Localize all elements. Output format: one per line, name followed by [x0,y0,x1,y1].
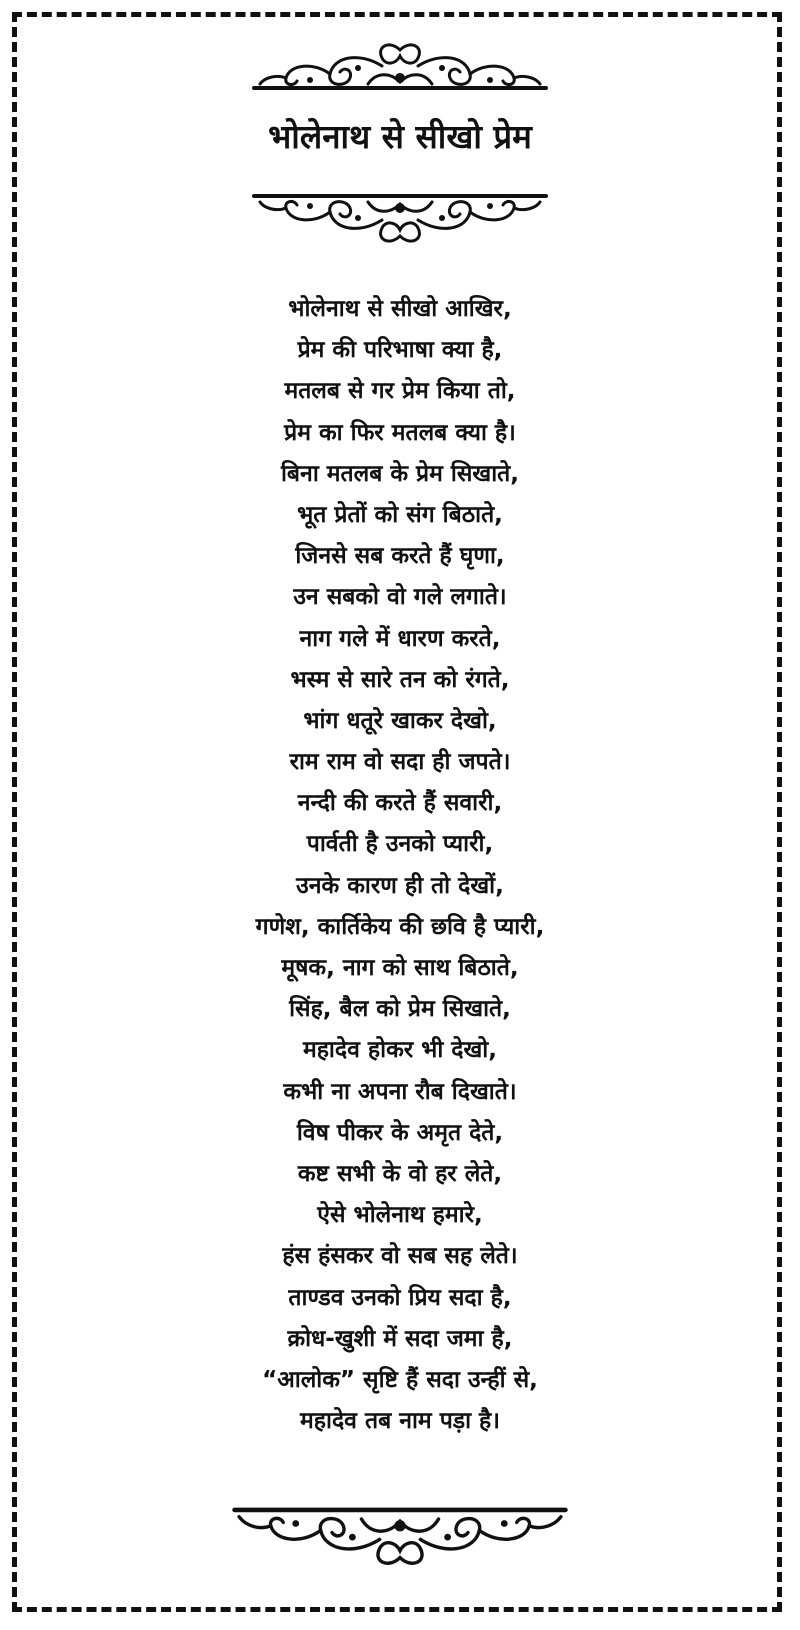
poem-line: हंस हंसकर वो सब सह लेते। [282,1243,518,1270]
poem-line: क्रोध-खुशी में सदा जमा है, [287,1325,513,1352]
poem-line: राम राम वो सदा ही जपते। [289,749,511,776]
poem-line: ऐसे भोलेनाथ हमारे, [317,1202,483,1229]
poem-line: जिनसे सब करते हैं घृणा, [295,543,505,570]
poem-line: उन सबको वो गले लगाते। [293,584,507,611]
poem-line: उनके कारण ही तो देखों, [296,872,504,899]
poem-line: भोलेनाथ से सीखो आखिर, [288,296,512,322]
poem-line: “आलोक” सृष्टि हैं सदा उन्हीं से, [262,1366,538,1393]
poem-line: कष्ट सभी के वो हर लेते, [297,1160,503,1187]
poem-line: पार्वती है उनको प्यारी, [306,831,494,858]
poem-line: भांग धतूरे खाकर देखो, [303,707,497,734]
poem-line: गणेश, कार्तिकेय की छवि है प्यारी, [255,913,545,940]
poem-line: विष पीकर के अमृत देते, [296,1119,504,1146]
poem-line: भूत प्रेतों को संग बिठाते, [297,501,503,528]
poem-line: सिंह, बैल को प्रेम सिखाते, [289,996,511,1023]
ornament-divider-icon [230,1503,570,1569]
poem-line: प्रेम की परिभाषा क्या है, [297,337,503,364]
poem-line: मतलब से गर प्रेम किया तो, [284,378,516,405]
poem-line: प्रेम का फिर मतलब क्या है। [284,419,516,446]
poem-line: नन्दी की करते हैं सवारी, [297,790,503,817]
poem-line: बिना मतलब के प्रेम सिखाते, [280,460,520,487]
ornament-divider-icon [250,190,550,248]
poem-line: नाग गले में धारण करते, [299,625,501,652]
poem-line: ताण्डव उनको प्रिय सदा है, [288,1284,512,1311]
poem-line: भस्म से सारे तन को रंगते, [290,666,510,693]
poem-line: महादेव होकर भी देखो, [302,1037,498,1064]
poem-line: महादेव तब नाम पड़ा है। [300,1408,500,1435]
ornament-divider-icon [250,38,550,96]
poem-title: भोलेनाथ से सीखो प्रेम [268,117,532,156]
poem-body [0,289,800,1442]
poem-line: मूषक, नाग को साथ बिठाते, [281,955,519,981]
poem-line: कभी ना अपना रौब दिखाते। [283,1078,517,1105]
